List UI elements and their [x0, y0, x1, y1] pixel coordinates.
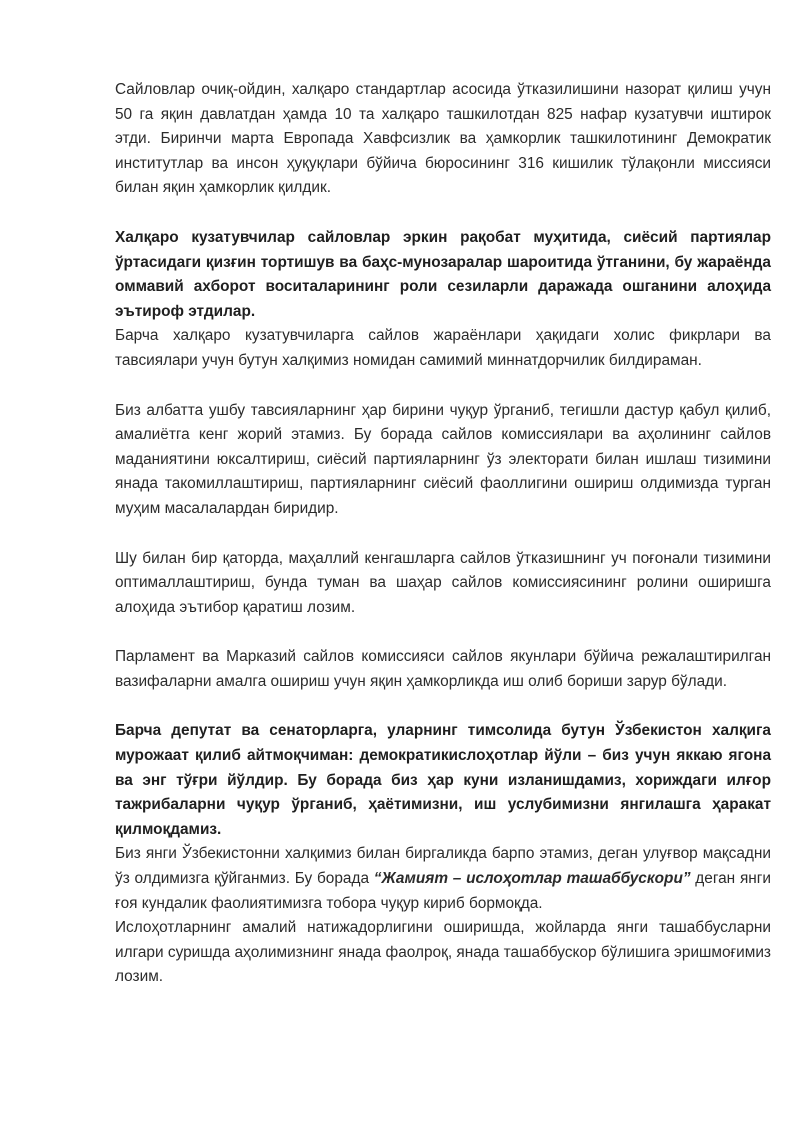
bold-statement-observers: Халқаро кузатувчилар сайловлар эркин рақобат муҳитида, сиёсий партиялар ўртасидаги қизғин тортишув ва баҳс-мунозаралар шароитида ўтганини, бу жараёнда оммавий ахборот воситаларининг роли сезиларли даражада ошганини алоҳида эътироф этдилар.: [115, 228, 771, 320]
gratitude-text: Барча халқаро кузатувчиларга сайлов жараёнлари ҳақидаги холис фикрлари ва тавсиялари учун бутун халқимиз номидан самимий миннатдорчилик билдираман.: [115, 327, 771, 369]
paragraph-parliament-cec: Парламент ва Марказий сайлов комиссияси сайлов якунлари бўйича режалаштирилган вазифаларни амалга ошириш учун яқин ҳамкорликда иш олиб бориши зарур бўлади.: [115, 648, 771, 690]
bold-statement-appeal: Барча депутат ва сенаторларга, уларнинг тимсолида бутун Ўзбекистон халқига мурожаат қилиб айтмоқчиман: демократикислоҳотлар йўли – биз учун яккаю ягона ва энг тўғри йўлдир. Бу борада биз ҳар куни изланишдамиз, хориждаги илғор тажрибаларни чуқур ўрганиб, ҳаётимизни, иш услубимизни янгилашга ҳаракат қилмоқдамиз.: [115, 722, 771, 838]
paragraph-international-observers: [115, 226, 771, 374]
paragraph-local-councils: Шу билан бир қаторда, маҳаллий кенгашларга сайлов ўтказишнинг уч поғонали тизимини оптималлаштириш, бунда туман ва шаҳар сайлов комиссиясининг ролини оширишга алоҳида эътибор қаратиш лозим.: [115, 549, 771, 616]
paragraph-reform-results: Ислоҳотларнинг амалий натижадорлигини оширишда, жойларда янги ташаббусларни илгари суришда аҳолимизнинг янада фаолроқ, янада ташаббускор бўлишига эришмоғимиз лозим.: [115, 919, 771, 986]
slogan-text: “Жамият – ислоҳотлар ташаббускори”: [373, 870, 691, 888]
new-uzbekistan-text-end: деган янги ғоя кундалик фаолиятимизга тобора чуқур кириб бормоқда.: [115, 870, 771, 912]
new-uzbekistan-text-start: Биз янги Ўзбекистонни халқимиз билан биргаликда барпо этамиз, деган улуғвор мақсадни ўз олдимизга қўйганмиз. Бу борада: [115, 845, 771, 888]
paragraph-observers-count: Сайловлар очиқ-ойдин, халқаро стандартлар асосида ўтказилишини назорат қилиш учун 50 га яқин давлатдан ҳамда 10 та халқаро ташкилотдан 825 нафар кузатувчи иштирок этди. Биринчи марта Европада Хавфсизлик ва ҳамкорлик ташкилотининг Демократик институтлар ва инсон ҳуқуқлари бўйича бюросининг 316 кишилик тўлақонли миссияси билан яқин ҳамкорлик қилдик.: [115, 81, 771, 197]
paragraph-recommendations: Биз албатта ушбу тавсияларнинг ҳар бирини чуқур ўрганиб, тегишли дастур қабул қилиб, амалиётга кенг жорий этамиз. Бу борада сайлов комиссиялари ва аҳолининг сайлов маданиятини юксалтириш, сиёсий партияларнинг ўз электорати билан ишлаш тизимини янада такомиллаштириш, партияларнинг сиёсий фаоллигини ошириш олдимизда турган муҳим масалалардан биридир.: [115, 401, 771, 517]
document-page: [115, 78, 771, 990]
paragraph-appeal: [115, 719, 771, 916]
